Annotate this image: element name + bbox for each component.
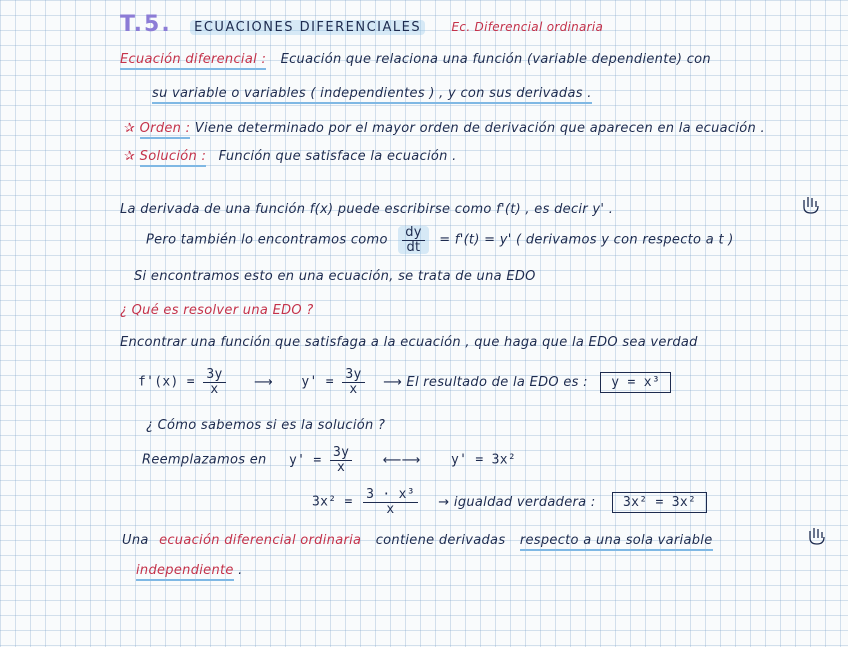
fraction-denominator: x [337,459,346,475]
example-result-box: y = x³ [600,372,671,393]
definition-text-2: su variable o variables ( independientes ) , y con sus derivadas . [152,86,592,104]
orden-term: Orden : [140,121,191,139]
replace-eq: y' = [289,452,322,468]
conclusion-text-d: respecto a una sola variable [520,533,713,551]
conclusion-line-2 [136,563,243,578]
hand-icon [800,193,822,215]
example-lhs: f'(x) = [138,374,195,390]
fraction-numerator: 3y [342,368,364,383]
fraction-numerator: 3 · x³ [363,488,418,503]
fraction-denominator: x [210,381,219,397]
conclusion-text-a: Una [122,533,149,548]
derivative-line-1: La derivada de una función f(x) puede escribirse como f'(t) , es decir y' . [120,202,614,217]
definition-line-2 [152,86,592,101]
conclusion-line-1 [122,533,713,548]
example-fraction-1 [203,368,225,396]
replace-fraction [330,446,352,474]
conclusion-term: ecuación diferencial ordinaria [159,533,362,548]
verify-lhs: 3x² = [312,494,353,510]
fraction-denominator: dt [406,239,421,255]
header [120,12,603,37]
orden-line [124,121,765,136]
example-fraction-2 [342,368,364,396]
replace-prefix: Reemplazamos en [142,452,267,468]
star-icon: ✰ [124,121,136,136]
unit-number: T.5. [120,12,172,37]
star-icon: ✰ [124,149,136,164]
replace-line [142,446,516,474]
derivative-line-2 [146,226,734,254]
solucion-term: Solución : [140,149,207,167]
definition-text-1: Ecuación que relaciona una función (variable dependiente) con [280,52,711,67]
conclusion-independiente: independiente [136,563,234,581]
dy-dt-fraction [398,226,429,254]
definition-line-1 [120,52,711,67]
fraction-numerator: 3y [203,368,225,383]
derivative-line-2-prefix: Pero también lo encontramos como [146,232,388,248]
page-subtitle: Ec. Diferencial ordinaria [451,20,604,34]
fraction-numerator: 3y [330,446,352,461]
verify-text: → igualdad verdadera : [438,494,596,510]
hand-icon [806,524,828,546]
derivative-line-3: Si encontramos esto en una ecuación, se trata de una EDO [134,269,536,284]
orden-text: Viene determinado por el mayor orden de derivación que aparecen en la ecuación . [194,121,765,136]
verify-line [312,488,707,516]
fraction-numerator: dy [402,226,425,241]
solucion-text: Función que satisface la ecuación . [218,149,457,164]
question-2: ¿ Cómo sabemos si es la solución ? [146,418,386,433]
double-arrow-icon: ⟵⟶ [382,452,421,468]
fraction-denominator: x [386,501,395,517]
answer-1: Encontrar una función que satisfaga a la ecuación , que haga que la EDO sea verdad [120,335,698,350]
definition-term: Ecuación diferencial : [120,52,266,70]
derivative-line-2-suffix: = f'(t) = y' ( derivamos y con respecto a t ) [439,232,734,248]
verify-boxed-result: 3x² = 3x² [612,492,707,513]
arrow-icon: ⟶ [254,374,273,390]
page-title: ECUACIONES DIFERENCIALES [190,20,425,35]
example-result-text: ⟶ El resultado de la EDO es : [383,374,588,390]
solucion-line [124,149,457,164]
conclusion-period: . [238,563,243,578]
conclusion-text-c: contiene derivadas [375,533,506,548]
example-equation [138,368,671,396]
verify-fraction [363,488,418,516]
replace-rhs: y' = 3x² [450,452,516,468]
example-mid: y' = [301,374,334,390]
question-1: ¿ Qué es resolver una EDO ? [120,303,314,318]
fraction-denominator: x [349,381,358,397]
